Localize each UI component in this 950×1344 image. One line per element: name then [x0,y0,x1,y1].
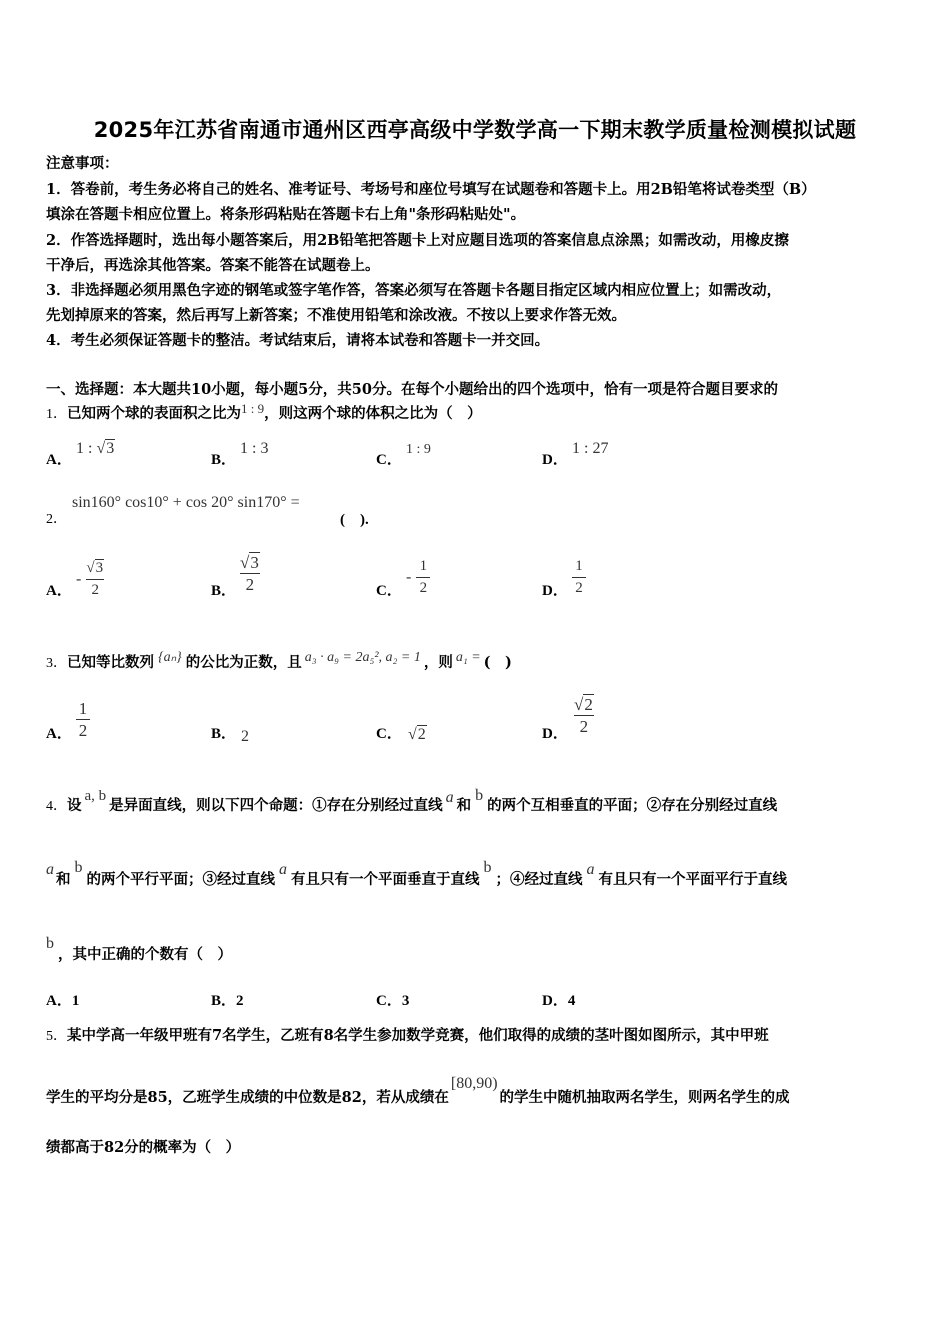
question-5-line-1: 5．某中学高一年级甲班有7名学生，乙班有8名学生参加数学竞赛，他们取得的成绩的茎叶图如图所示，其中甲班 [46,1027,769,1044]
math-expression: sin160° cos10° + cos 20° sin170° = [72,494,300,511]
question-text: ，则这两个球的体积之比为（ ） [264,405,482,422]
question-number: 2． [46,512,67,527]
notice-line: 4．考生必须保证答题卡的整洁。考试结束后，请将本试卷和答题卡一并交回。 [46,332,550,349]
option-label-b: B． [211,583,237,599]
option-value-d: $\frac{1}{2}$ [572,558,586,597]
notice-line: 2．作答选择题时，选出每小题答案后，用2B铅笔把答题卡上对应题目选项的答案信息点涂黑；如需改动，用橡皮擦 [46,232,789,249]
question-text: 已知两个球的表面积之比为 [67,405,241,422]
notice-line: 填涂在答题卡相应位置上。将条形码粘贴在答题卡右上角"条形码粘贴处"。 [46,206,526,223]
section-heading: 一、选择题：本大题共10小题，每小题5分，共50分。在每个小题给出的四个选项中，恰有一项是符合题目要求的 [46,381,778,398]
option-value-d: 1 : 27 [572,440,609,457]
option-label-c: C． [376,452,402,468]
option-label-d: D． [542,726,568,742]
option-d: D．4 [542,993,576,1009]
option-value-b: 2 [241,728,249,745]
option-value-d: $\frac{√2}{2}$ [574,695,593,736]
option-value-a: $\frac{1}{2}$ [76,700,90,739]
question-4-line-2: a和b的两个平行平面；③经过直线a有且只有一个平面垂直于直线b；④经过直线a有且只有一个平面平行于直线 [46,859,787,888]
option-label-d: D． [542,452,568,468]
math-ratio: 1 : 9 [241,401,265,416]
option-a: A．1 [46,993,80,1009]
notice-line: 干净后，再选涂其他答案。答案不能答在试题卷上。 [46,257,380,274]
option-label-b: B． [211,452,237,468]
option-c: C．3 [376,993,410,1009]
question-5-line-3: 绩都高于82分的概率为（ ） [46,1139,241,1156]
notice-line: 1．答卷前，考生务必将自己的姓名、准考证号、考场号和座位号填写在试题卷和答题卡上。用2B铅笔将试卷类型（B） [46,181,816,198]
question-paren: ( ). [340,512,369,528]
option-value-a: - $\frac{√3}{2}$ [76,560,104,598]
option-label-d: D． [542,583,568,599]
option-label-a: A． [46,583,72,599]
question-number: 1． [46,407,67,422]
question-4-line-1: 4．设a, b是异面直线，则以下四个命题：①存在分别经过直线 a 和b的两个互相垂直的平面；②存在分别经过直线 [46,787,778,814]
option-label-c: C． [376,583,402,599]
notice-line: 先划掉原来的答案，然后再写上新答案；不准使用铅笔和涂改液。不按以上要求作答无效。 [46,307,626,324]
option-label-c: C． [376,726,402,742]
question-4-line-3: b，其中正确的个数有（ ） [46,935,232,963]
math-sequence: {aₙ} [158,650,182,665]
question-5-line-2: 学生的平均分是85，乙班学生成绩的中位数是82，若从成绩在[80,90)的学生中随机抽取两名学生，则两名学生的成 [46,1075,790,1106]
option-label-a: A． [46,726,72,742]
option-label-b: B． [211,726,237,742]
notice-heading: 注意事项： [46,155,119,172]
math-condition: a₃ · a₉ = 2a₅², a₂ = 1 [304,650,421,665]
notice-line: 3．非选择题必须用黑色字迹的钢笔或签字笔作答，答案必须写在答题卡各题目指定区域内相应位置上；如需改动， [46,282,782,299]
option-value-c: 1 : 9 [406,442,431,457]
option-value-c: - $\frac{1}{2}$ [406,558,430,597]
option-label-a: A． [46,452,72,468]
option-value-c: √2 [408,726,426,743]
math-interval: [80,90) [450,1075,498,1092]
option-value-b: $\frac{√3}{2}$ [240,553,259,594]
question-1 [46,402,482,423]
page-title: 2025年江苏省南通市通州区西亭高级中学数学高一下期末教学质量检测模拟试题 [93,118,857,142]
option-value-a: 1 : √3 [76,440,115,457]
sqrt: √3 [96,440,115,457]
option-value-b: 1 : 3 [240,440,269,457]
math-target: a₁ = [455,650,481,665]
question-3: 3．已知等比数列 {aₙ} 的公比为正数，且 a₃ · a₉ = 2a₅², a₂ = 1 ，则 a₁ = ( ) [46,650,512,671]
option-b: B．2 [211,993,244,1009]
